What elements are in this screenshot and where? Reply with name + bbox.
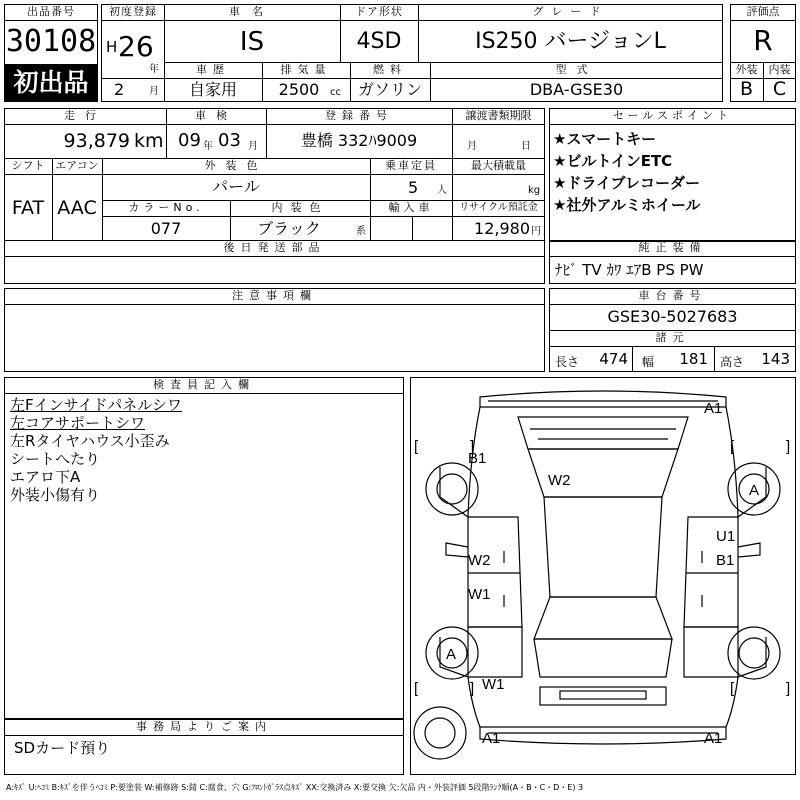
grade-value: IS250 バージョンL — [475, 29, 666, 54]
length-label: 長さ — [555, 355, 580, 369]
equipment-title: 純正装備 — [638, 241, 707, 254]
color-number-label: カラーNo. — [128, 201, 204, 214]
capacity-label: 乗車定員 — [385, 159, 437, 172]
damage-mark: A — [749, 482, 760, 499]
import-label: 輸入車 — [388, 201, 434, 214]
displacement-unit: cc — [330, 87, 341, 98]
recycle-value: 12,980 — [474, 219, 530, 238]
inspection-year: 09 — [178, 130, 201, 151]
color-number-value: 077 — [150, 219, 182, 238]
exterior-grade: B — [739, 78, 754, 100]
chassis-number: GSE30-5027683 — [607, 307, 738, 326]
bracket-mark: [ — [730, 680, 735, 697]
registration-month: 2 — [114, 80, 125, 99]
lot-number: 30108 — [5, 24, 97, 59]
equipment-value: ﾅﾋﾞ TV ｶﾜ ｴｱB PS PW — [555, 261, 704, 279]
interior-color-label: 内装色 — [271, 201, 329, 214]
car-diagram — [410, 377, 796, 775]
color-label: 外装色 — [204, 159, 268, 172]
fuel-value: ガソリン — [357, 80, 422, 99]
damage-mark: W1 — [482, 676, 505, 693]
model-label: 型式 — [555, 63, 598, 76]
fuel-label: 燃料 — [373, 63, 407, 76]
remark-line: 左Rタイヤハウス小歪み — [10, 432, 170, 450]
mileage-label: 走行 — [64, 109, 106, 122]
damage-mark: U1 — [716, 528, 736, 545]
capacity-value: 5 — [408, 178, 419, 197]
width-value: 181 — [679, 350, 708, 368]
damage-mark: W2 — [548, 472, 571, 489]
width-label: 幅 — [642, 355, 655, 369]
sales-point: ★ビルトインETC — [553, 152, 673, 170]
door-label: ドア形状 — [355, 5, 403, 18]
color-value: パール — [212, 177, 260, 196]
sales-point: ★社外アルミホイール — [553, 196, 701, 214]
later-parts-label: 後日発送部品 — [223, 241, 326, 254]
remark-line: 左コアサポートシワ — [10, 414, 146, 432]
registration-month-unit: 月 — [149, 86, 159, 97]
recycle-label: リサイクル預託金 — [459, 202, 538, 213]
history-label: 車歴 — [196, 63, 230, 76]
car-name: IS — [239, 27, 265, 57]
bracket-mark: [ — [414, 438, 419, 455]
registration-label: 初度登録 — [109, 5, 157, 18]
remark-line: 外装小傷有り — [10, 486, 101, 504]
name-label: 車名 — [229, 5, 275, 18]
bracket-mark: ] — [786, 680, 791, 697]
legend: A:ｷｽﾞ U:ﾍｺﾐ B:ｷｽﾞを伴うﾍｺﾐ P:要塗装 W:補修跡 S:錆 C:腐食、穴 G:ﾌﾛﾝﾄｶﾞﾗｽ点ｷｽﾞ XX:交換済み X:要交換 欠:欠品 内・外装評価 5段階ﾗﾝｸ順(A・B・C・D・E) 3 — [6, 783, 584, 792]
transfer-label: 譲渡書類期限 — [465, 109, 532, 122]
inspector-remarks — [10, 396, 182, 504]
damage-mark: A1 — [704, 730, 723, 747]
dimensions-title: 諸元 — [655, 331, 690, 344]
registration-year: 26 — [118, 30, 154, 63]
door-value: 4SD — [356, 29, 402, 54]
damage-mark: B1 — [716, 552, 735, 569]
remark-line: 左Fインサイドパネルシワ — [10, 396, 182, 414]
inspection-month: 03 — [218, 130, 241, 151]
plate-value: 豊橋 332ﾊ9009 — [300, 131, 418, 150]
length-value: 474 — [599, 350, 628, 368]
damage-mark: A1 — [482, 730, 501, 747]
height-label: 高さ — [720, 355, 745, 369]
ac-label: エアコン — [55, 159, 99, 172]
recycle-unit: 円 — [531, 226, 541, 237]
damage-mark: B1 — [468, 450, 487, 467]
height-value: 143 — [761, 350, 790, 368]
registration-era: H — [106, 38, 118, 56]
ac-value: AAC — [57, 197, 97, 219]
damage-mark: A — [446, 646, 457, 663]
score-value: R — [753, 24, 773, 57]
sales-point: ★スマートキー — [553, 130, 657, 148]
damage-mark: W1 — [468, 586, 491, 603]
sales-point: ★ドライブレコーダー — [553, 174, 700, 192]
transfer-day: 日 — [521, 141, 531, 152]
remark-line: エアロ下A — [10, 468, 81, 486]
interior-color-value: ブラック — [257, 219, 321, 238]
chassis-title: 車台番号 — [638, 289, 707, 302]
registration-year-unit: 年 — [149, 64, 159, 75]
first-listing-badge: 初出品 — [5, 64, 97, 101]
bracket-mark: ] — [470, 680, 475, 697]
load-label: 最大積載量 — [471, 159, 526, 172]
office-value: SDカード預り — [14, 739, 111, 757]
office-title: 事務局よりご案内 — [136, 720, 272, 733]
bracket-mark: [ — [414, 680, 419, 697]
sales-points-list — [553, 128, 701, 216]
model-value: DBA-GSE30 — [529, 80, 624, 99]
damage-mark: W2 — [468, 552, 491, 569]
history-value: 自家用 — [188, 80, 237, 99]
displacement-label: 排気量 — [280, 63, 332, 76]
shift-value: FAT — [11, 197, 45, 219]
interior-grade: C — [772, 78, 787, 100]
score-label: 評価点 — [746, 5, 780, 18]
bracket-mark: ] — [470, 438, 475, 455]
load-unit: kg — [528, 185, 541, 196]
inspector-title: 検査員記入欄 — [153, 378, 255, 391]
lot-label: 出品番号 — [27, 5, 75, 18]
inspection-year-unit: 年 — [203, 141, 213, 152]
displacement-value: 2500 — [278, 80, 320, 99]
interior-color-unit: 系 — [356, 226, 366, 237]
transfer-month: 月 — [467, 141, 477, 152]
shift-label: シフト — [11, 159, 45, 172]
remark-line: シートへたり — [10, 450, 101, 468]
interior-label: 内装 — [768, 63, 791, 76]
exterior-label: 外装 — [735, 63, 758, 76]
plate-label: 登録番号 — [325, 109, 393, 122]
inspection-month-unit: 月 — [248, 141, 258, 152]
bracket-mark: ] — [786, 438, 791, 455]
bracket-mark: [ — [730, 438, 735, 455]
capacity-unit: 人 — [437, 185, 447, 196]
grade-label: グレード — [532, 5, 609, 18]
notes-title: 注意事項欄 — [232, 289, 317, 302]
inspection-label: 車検 — [195, 109, 237, 122]
damage-mark: A1 — [704, 400, 723, 417]
mileage-value: 93,879 — [63, 130, 130, 152]
mileage-unit: km — [134, 130, 164, 152]
sales-points-title: セールスポイント — [612, 109, 732, 122]
